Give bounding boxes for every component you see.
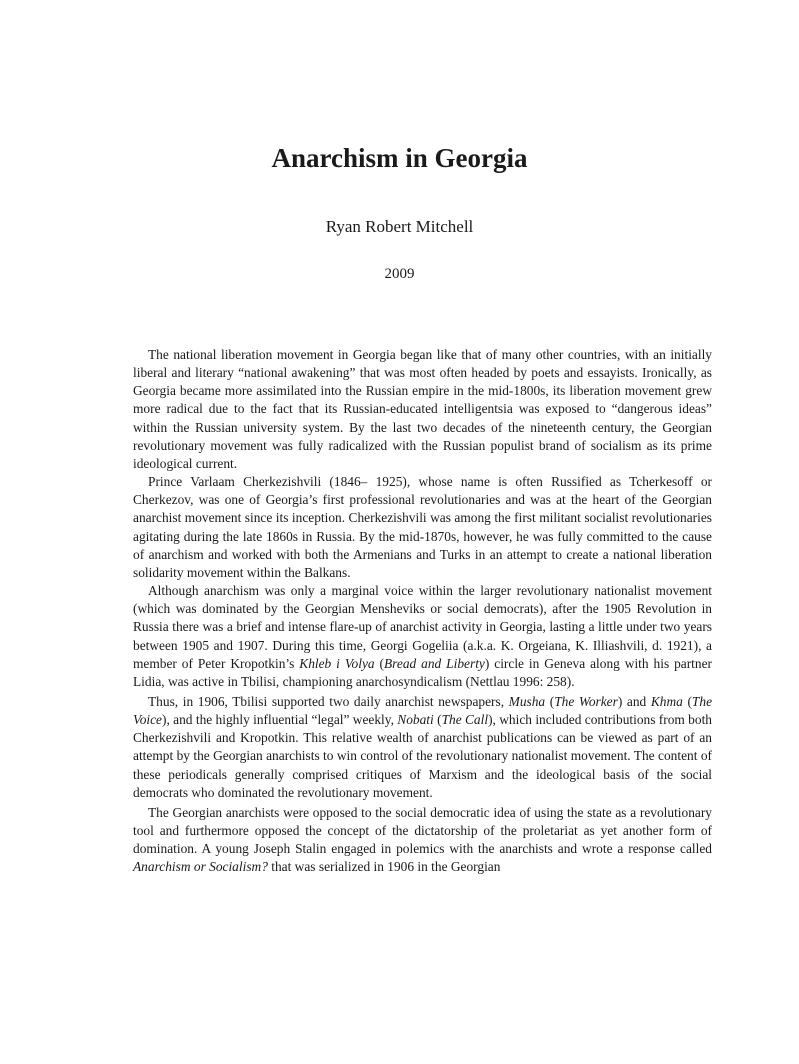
- title-khma: Khma: [650, 693, 683, 709]
- paragraph-2-text: Prince Varlaam Cherkezishvili (1846– 1925), whose name is often Russified as Tcherkesoff or Cherkezov, was one of Georgia’s first professional revolutionaries and was at the heart of the Georgian anarchist movement since its inception. Cherkezishvili was among the first militant socialist revolutionaries agitating during the late 1860s in Russia. By the mid-1870s, however, he was fully committed to the cause of anarchism and worked with both the Armenians and Turks in an attempt to create a national liberation solidarity movement within the Balkans.: [133, 474, 712, 580]
- paragraph-4-text: ), which included contributions from both Cherkezishvili and Kropotkin. This relative wealth of anarchist publications can be viewed as part of an attempt by the Georgian anarchists to win control of the revolutionary nationalist movement. The content of these periodicals generally comprised critiques of Marxism and the ideological basis of the social democrats who dominated the revolutionary movement.: [133, 712, 712, 800]
- paragraph-4-text: ) and: [617, 693, 651, 709]
- paragraph-4-text: (: [433, 712, 442, 728]
- paragraph-5-text: that was serialized in 1906 in the Georgian: [267, 859, 501, 875]
- paragraph-4-text: Thus, in 1906, Tbilisi supported two daily anarchist newspapers,: [148, 693, 509, 709]
- paragraph-3: [133, 582, 712, 691]
- paragraph-4-text: ), and the highly influential “legal” weekly,: [162, 712, 398, 728]
- paragraph-3-text: (: [374, 655, 384, 671]
- title-khleb-i-volya: Khleb i Volya: [299, 655, 375, 671]
- paragraph-1: [133, 346, 712, 473]
- paragraph-1-text: The national liberation movement in Georgia began like that of many other countries, with an initially liberal and literary “national awakening” that was most often headed by poets and essayists. Ironically, as Georgia became more assimilated into the Russian empire in the mid-1800s, its liberation movement grew more radical due to the fact that its Russian-educated intelligentsia was exposed to “dangerous ideas” within the Russian university system. By the last two decades of the nineteenth century, the Georgian revolutionary movement was fully radicalized with the Russian populist brand of socialism as its prime ideological current.: [133, 347, 712, 471]
- title-the-voice: The Voice: [133, 693, 713, 728]
- document-title: Anarchism in Georgia: [271, 143, 528, 173]
- publication-year: 2009: [384, 266, 415, 282]
- title-musha: Musha: [508, 693, 546, 709]
- title-anarchism-or-socialism: Anarchism or Socialism?: [133, 859, 268, 875]
- paragraph-4: [133, 693, 712, 802]
- paragraph-4-text: (: [682, 693, 692, 709]
- paragraph-4-text: (: [545, 693, 555, 709]
- paragraph-5: [133, 804, 712, 877]
- paragraph-2: [133, 473, 712, 582]
- paragraph-5-text: The Georgian anarchists were opposed to the social democratic idea of using the state as a revolutionary tool and furthermore opposed the concept of the dictatorship of the proletariat as yet another form of domination. A young Joseph Stalin engaged in polemics with the anarchists and wrote a response called: [133, 804, 712, 857]
- title-the-worker: The Worker: [554, 693, 618, 709]
- title-nobati: Nobati: [397, 712, 434, 728]
- title-bread-and-liberty: Bread and Liberty: [384, 655, 485, 671]
- author-name: Ryan Robert Mitchell: [325, 217, 474, 236]
- paragraph-3-text: Although anarchism was only a marginal voice within the larger revolutionary nationalist movement (which was dominated by the Georgian Mensheviks or social democrats), after the 1905 Revolution in Russia there was a brief and intense flare-up of anarchist activity in Georgia, lasting a little under two years between 1905 and 1907. During this time, Georgi Gogeliia (a.k.a. K. Orgeiana, K. Illiashvili, d. 1921), a member of Peter Kropotkin’s: [133, 583, 712, 671]
- title-the-call: The Call: [441, 712, 489, 728]
- body-text: [133, 346, 712, 877]
- paragraph-3-text: ) circle in Geneva along with his partner Lidia, was active in Tbilisi, championing anarchosyndicalism (Nettlau 1996: 258).: [133, 655, 713, 689]
